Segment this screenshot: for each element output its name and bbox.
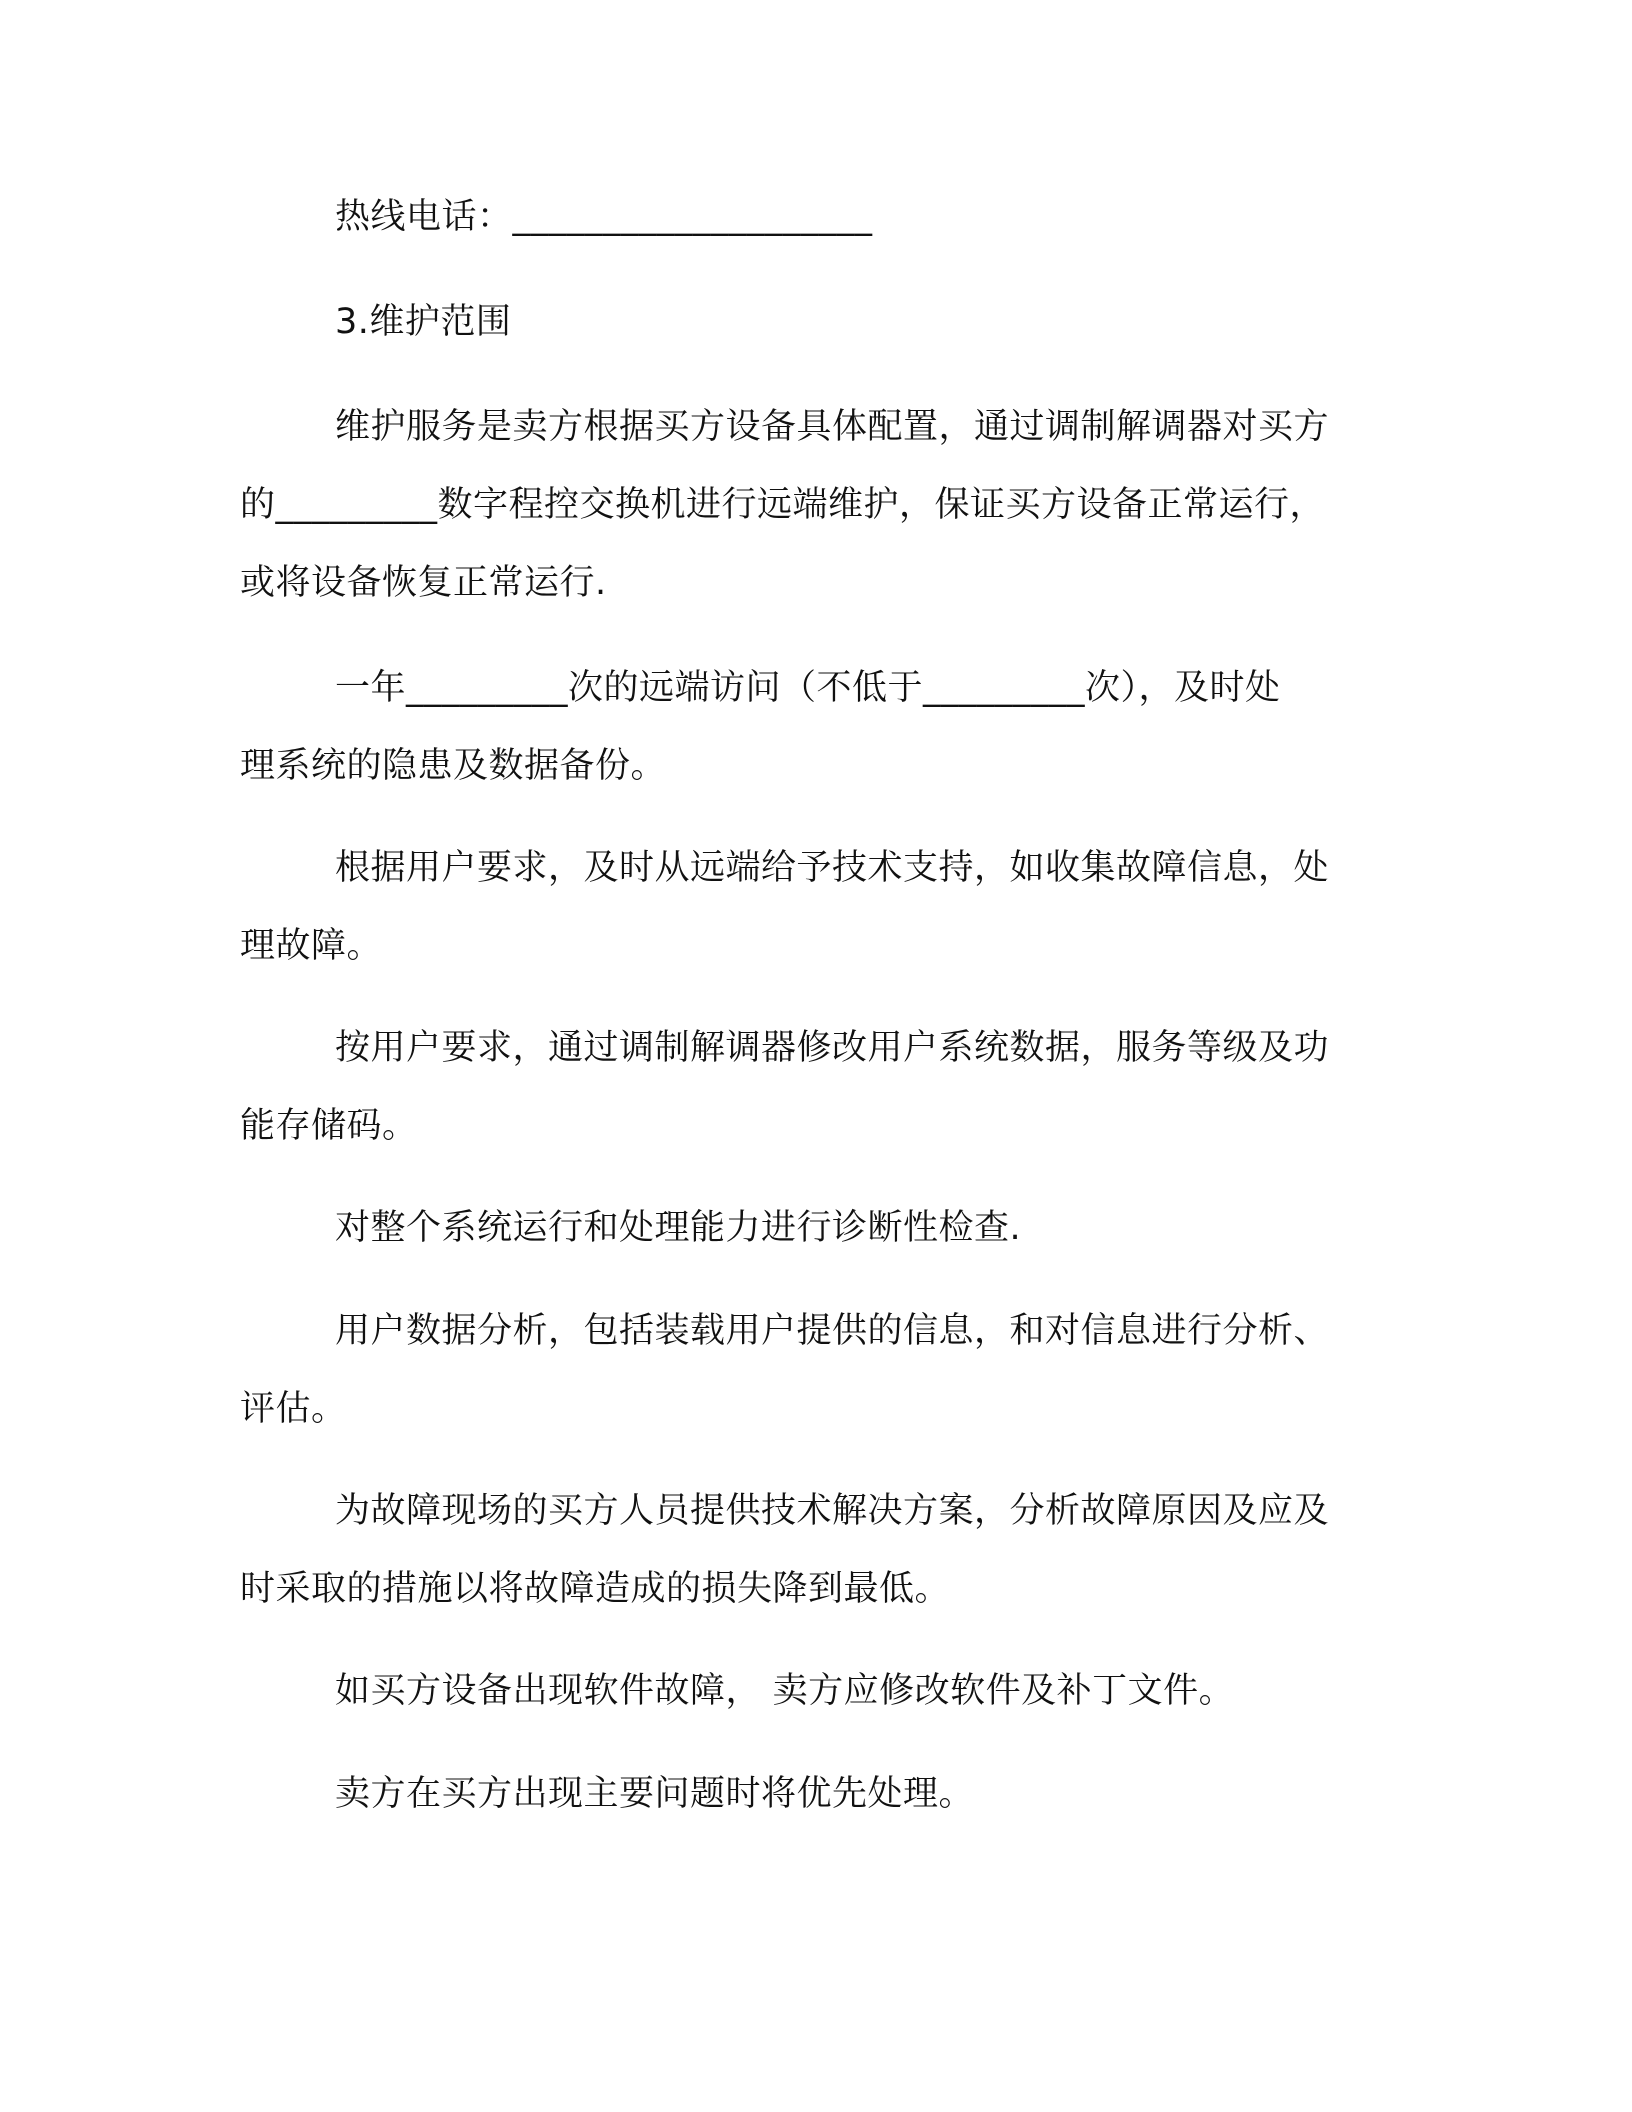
paragraph-line: 能存储码。 [240,1106,418,1146]
paragraph-line: 时采取的措施以将故障造成的损失降到最低。 [240,1569,951,1609]
paragraph-line: 或将设备恢复正常运行. [240,563,607,603]
section-title [240,283,1380,361]
paragraph-line: 理故障。 [240,926,383,966]
paragraph-maintenance-service [240,388,1380,622]
paragraph-solution [240,1472,1380,1628]
section-title-text: 3.维护范围 [335,302,512,342]
paragraph-modify-data [240,1009,1380,1165]
paragraph-priority [240,1755,1380,1833]
paragraph-line: 如买方设备出现软件故障， 卖方应修改软件及补丁文件。 [335,1671,1235,1711]
paragraph-line: 根据用户要求，及时从远端给予技术支持，如收集故障信息，处 [335,848,1330,888]
paragraph-data-analysis [240,1292,1380,1448]
paragraph-line: 对整个系统运行和处理能力进行诊断性检查. [335,1208,1022,1248]
paragraph-line: 的_________数字程控交换机进行远端维护，保证买方设备正常运行， [240,485,1326,525]
paragraph-software-fault [240,1652,1380,1730]
paragraph-diagnostic-check [240,1189,1380,1267]
paragraph-line: 一年_________次的远端访问（不低于_________次），及时处 [335,668,1281,708]
paragraph-line: 理系统的隐患及数据备份。 [240,746,667,786]
hotline-text: 热线电话：____________________ [335,197,873,237]
paragraph-technical-support [240,829,1380,985]
paragraph-remote-access [240,649,1380,805]
paragraph-line: 评估。 [240,1389,347,1429]
paragraph-line: 卖方在买方出现主要问题时将优先处理。 [335,1774,975,1814]
paragraph-line: 用户数据分析，包括装载用户提供的信息，和对信息进行分析、 [335,1311,1330,1351]
paragraph-line: 为故障现场的买方人员提供技术解决方案，分析故障原因及应及 [335,1491,1330,1531]
paragraph-line: 按用户要求，通过调制解调器修改用户系统数据，服务等级及功 [335,1028,1330,1068]
paragraph-line: 维护服务是卖方根据买方设备具体配置，通过调制解调器对买方 [335,407,1330,447]
hotline-line [240,178,1380,256]
